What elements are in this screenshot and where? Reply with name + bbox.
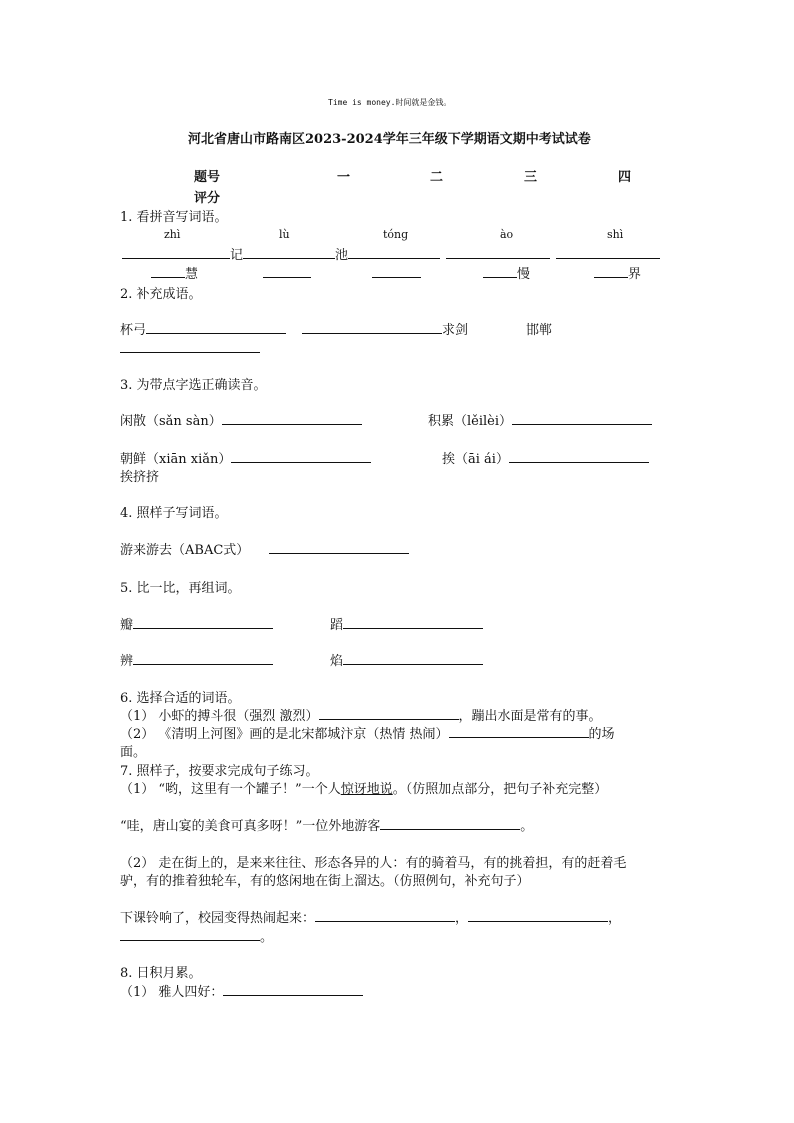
answer-blank[interactable]: [146, 319, 286, 334]
q6-line-1-a: （1） 小虾的搏斗很（强烈 激烈）: [120, 709, 319, 724]
answer-blank[interactable]: [302, 319, 442, 334]
q1-row2: [151, 263, 198, 282]
q1-char-chi: 池: [335, 248, 349, 263]
answer-blank[interactable]: [446, 244, 550, 259]
page-title: 河北省唐山市路南区2023-2024学年三年级下学期语文期中考试试卷: [188, 132, 591, 147]
question-5-title: 5. 比一比，再组词。: [120, 581, 241, 596]
q7-line-2-a: “哇，唐山宴的美食可真多呀！”一位外地游客: [120, 819, 381, 834]
q8-item-1: （1） 雅人四好：: [120, 985, 224, 1000]
q1-char-ji: 记: [230, 248, 244, 263]
q2-suffix-2: 求剑: [442, 323, 469, 338]
score-table-col-3: 三: [524, 170, 538, 185]
score-table-score-label: 评分: [194, 191, 221, 206]
q1-char-man: 慢: [517, 267, 531, 282]
pinyin-4: ào: [500, 228, 514, 241]
q5-char-4: 焰: [330, 654, 344, 669]
answer-blank[interactable]: [343, 650, 483, 665]
answer-blank[interactable]: [122, 244, 230, 259]
answer-blank[interactable]: [483, 263, 517, 278]
pinyin-2: lù: [279, 228, 290, 241]
pinyin-3: tóng: [383, 228, 409, 241]
q6-line-2-c: 面。: [120, 745, 147, 760]
q5-char-2: 蹈: [330, 618, 344, 633]
q7-line-1-b: 。（仿照加点部分，把句子补充完整）: [392, 782, 608, 797]
answer-blank[interactable]: [223, 981, 363, 996]
answer-blank[interactable]: [343, 614, 483, 629]
answer-blank[interactable]: [512, 410, 652, 425]
q7-line-4: 驴，有的推着独轮车，有的悠闲地在街上溜达。（仿照例句，补充句子）: [120, 874, 530, 889]
answer-blank[interactable]: [319, 705, 459, 720]
answer-blank[interactable]: [556, 244, 660, 259]
answer-blank[interactable]: [133, 614, 273, 629]
q6-line-2-a: （2） 《清明上河图》画的是北宋都城汴京（热情 热闹）: [120, 727, 449, 742]
q7-line-1-a: （1） “哟，这里有一个罐子！”一个人: [120, 782, 341, 797]
answer-blank[interactable]: [509, 448, 649, 463]
answer-blank[interactable]: [222, 410, 362, 425]
answer-blank[interactable]: [468, 907, 608, 922]
q3-item-1: 闲散（sǎn sàn）: [120, 414, 222, 429]
q2-prefix-1: 杯弓: [120, 323, 147, 338]
q7-line-3: （2） 走在街上的，是来来往往、形态各异的人：有的骑着马，有的挑着担，有的赶着毛: [120, 856, 627, 871]
q1-char-jie: 界: [628, 267, 642, 282]
q4-item: 游来游去（ABAC式）: [120, 543, 250, 558]
answer-blank[interactable]: [449, 723, 589, 738]
answer-blank[interactable]: [348, 244, 440, 259]
q5-char-3: 辨: [120, 654, 134, 669]
question-3-title: 3. 为带点字选正确读音。: [120, 378, 267, 393]
answer-blank[interactable]: [133, 650, 273, 665]
q6-line-1-b: ，蹦出水面是常有的事。: [458, 709, 602, 724]
answer-blank[interactable]: [380, 815, 520, 830]
motto: Time is money.时间就是金钱。: [328, 98, 452, 107]
question-7-title: 7. 照样子，按要求完成句子练习。: [120, 764, 319, 779]
answer-blank[interactable]: [594, 263, 628, 278]
question-1-title: 1. 看拼音写词语。: [120, 210, 228, 225]
question-6-title: 6. 选择合适的词语。: [120, 691, 241, 706]
pinyin-5: shì: [607, 228, 624, 241]
q6-line-2-b: 的场: [588, 727, 615, 742]
q3-item-4: 挨（āi ái）: [442, 452, 509, 467]
q1-row1: [122, 244, 660, 263]
score-table-col-2: 二: [430, 170, 444, 185]
answer-blank[interactable]: [151, 263, 185, 278]
answer-blank[interactable]: [231, 448, 371, 463]
q5-char-1: 瓣: [120, 618, 134, 633]
score-table-col-4: 四: [618, 170, 632, 185]
answer-blank[interactable]: [269, 539, 409, 554]
q7-dotted-phrase: 惊讶地说: [340, 782, 393, 797]
q3-item-2: 积累（lěilèi）: [428, 414, 513, 429]
answer-blank[interactable]: [372, 263, 421, 278]
score-table-header-label: 题号: [194, 170, 221, 185]
q7-line-2-b: 。: [520, 819, 534, 834]
answer-blank[interactable]: [120, 926, 260, 941]
question-8-title: 8. 日积月累。: [120, 966, 202, 981]
q2-word-3: 邯郸: [526, 323, 553, 338]
q1-char-hui: 慧: [185, 267, 199, 282]
question-4-title: 4. 照样子写词语。: [120, 506, 228, 521]
q3-item-3: 朝鲜（xiān xiǎn）: [120, 452, 232, 467]
score-table-col-1: 一: [337, 170, 351, 185]
answer-blank[interactable]: [263, 263, 311, 278]
q7-comma-1: ，: [455, 911, 469, 926]
answer-blank[interactable]: [315, 907, 455, 922]
question-2-title: 2. 补充成语。: [120, 287, 202, 302]
q3-item-4-extra: 挨挤挤: [120, 470, 160, 485]
answer-blank[interactable]: [243, 244, 335, 259]
answer-blank[interactable]: [120, 338, 260, 353]
q7-line-5-a: 下课铃响了，校园变得热闹起来：: [120, 911, 316, 926]
q7-comma-2: ，: [608, 911, 622, 926]
pinyin-1: zhì: [164, 228, 181, 241]
q7-period: 。: [260, 930, 274, 945]
